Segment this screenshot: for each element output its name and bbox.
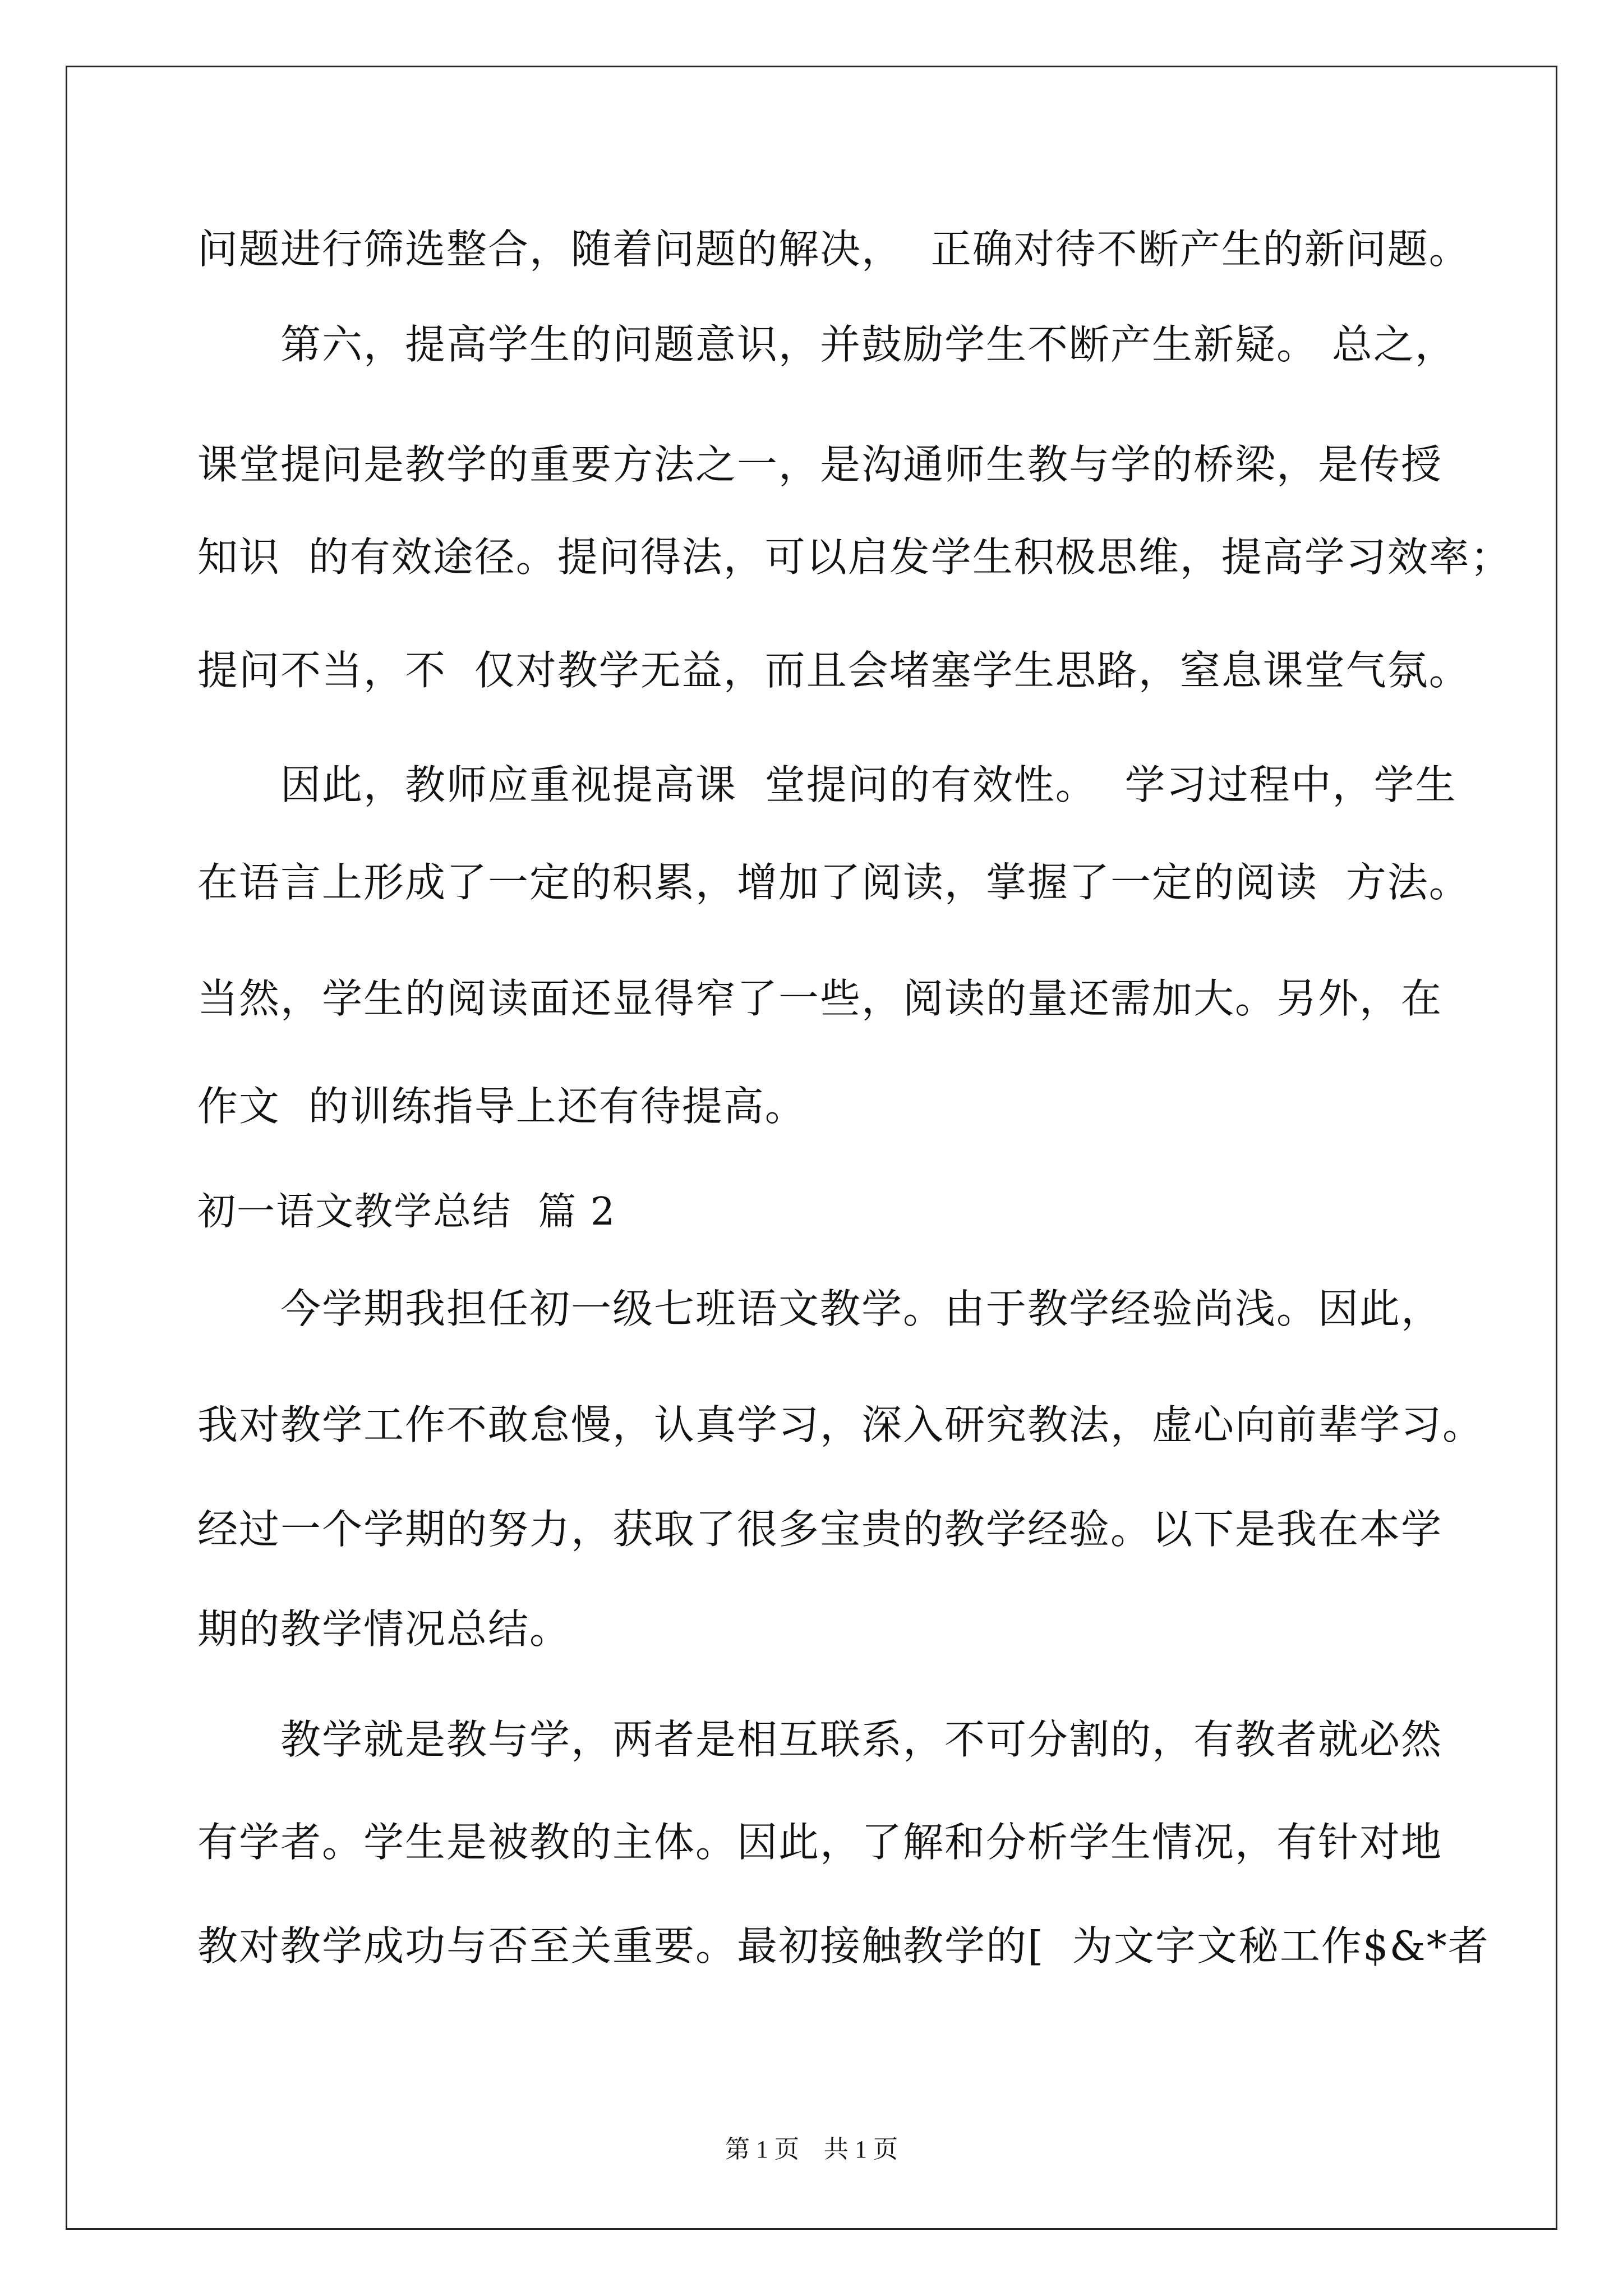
- page-border: [66, 66, 1557, 2230]
- body-line-8: 当然，学生的阅读面还显得窄了一些，阅读的量还需加大。另外，在: [197, 975, 1443, 1022]
- body-line-16: 教对教学成功与否至关重要。最初接触教学的[ 为文字文秘工作$&*者: [197, 1922, 1490, 1970]
- body-line-10: 今学期我担任初一级七班语文教学。由于教学经验尚浅。因此，: [280, 1285, 1443, 1332]
- section-heading: 初一语文教学总结 篇 2: [197, 1190, 616, 1234]
- body-line-3: 课堂提问是教学的重要方法之一，是沟通师生教与学的桥梁，是传授: [197, 441, 1443, 488]
- body-line-13: 期的教学情况总结。: [197, 1605, 571, 1653]
- body-line-5: 提问不当，不 仅对教学无益，而且会堵塞学生思路，窒息课堂气氛。: [197, 647, 1470, 694]
- body-line-4: 知识 的有效途径。提问得法，可以启发学生积极思维，提高学习效率；: [197, 533, 1512, 581]
- body-line-7: 在语言上形成了一定的积累，增加了阅读，掌握了一定的阅读 方法。: [197, 859, 1470, 906]
- body-line-6: 因此，教师应重视提高课 堂提问的有效性。 学习过程中，学生: [280, 761, 1457, 808]
- body-line-12: 经过一个学期的努力，获取了很多宝贵的教学经验。以下是我在本学: [197, 1506, 1443, 1553]
- body-line-14: 教学就是教与学，两者是相互联系，不可分割的，有教者就必然: [280, 1716, 1443, 1763]
- body-line-1: 问题进行筛选整合，随着问题的解决， 正确对待不断产生的新问题。: [197, 226, 1470, 273]
- body-line-11: 我对教学工作不敢怠慢，认真学习，深入研究教法，虚心向前辈学习。: [197, 1401, 1484, 1448]
- body-line-15: 有学者。学生是被教的主体。因此，了解和分析学生情况，有针对地: [197, 1819, 1443, 1866]
- body-line-9: 作文 的训练指导上还有待提高。: [197, 1083, 806, 1130]
- body-line-2: 第六，提高学生的问题意识，并鼓励学生不断产生新疑。 总之，: [280, 321, 1456, 368]
- page-number-footer: 第 1 页 共 1 页: [725, 2136, 898, 2163]
